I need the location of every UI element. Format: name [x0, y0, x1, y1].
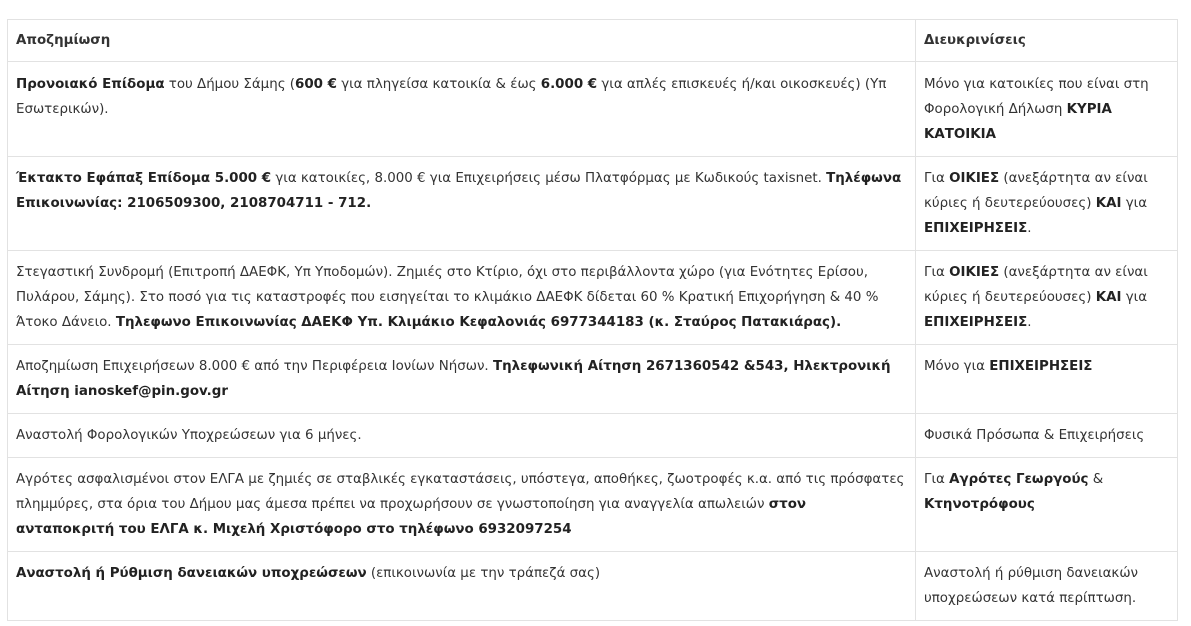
text-segment: Αναστολή Φορολογικών Υποχρεώσεων για 6 μήνες.	[16, 428, 362, 443]
compensation-table	[7, 19, 1178, 621]
clarification-cell	[916, 157, 1178, 251]
text-segment: (ανεξάρτητα αν είναι κύριες ή δευτερεύουσες)	[924, 171, 1148, 211]
text-segment: .	[1027, 315, 1032, 330]
bold-text-segment: ΕΠΙΧΕΙΡΗΣΕΙΣ	[924, 221, 1028, 236]
bold-text-segment: Τηλέφωνα Επικοινωνίας: 2106509300, 2108704711 - 712.	[16, 171, 902, 211]
text-segment: Φυσικά Πρόσωπα & Επιχειρήσεις	[924, 428, 1145, 443]
text-segment: (επικοινωνία με την τράπεζά σας)	[366, 566, 601, 581]
text-segment: Μόνο για κατοικίες που είναι στη Φορολογική Δήλωση	[924, 77, 1149, 117]
text-segment: (ανεξάρτητα αν είναι κύριες ή δευτερεύουσες)	[924, 265, 1148, 305]
compensation-cell	[8, 414, 916, 458]
bold-text-segment: ΚΥΡΙΑ ΚΑΤΟΙΚΙΑ	[924, 102, 1112, 142]
bold-text-segment: Αγρότες Γεωργούς	[949, 472, 1089, 487]
text-segment: .	[1027, 221, 1032, 236]
table-header-row	[8, 20, 1178, 62]
text-segment: Μόνο για	[924, 359, 990, 374]
compensation-cell	[8, 251, 916, 345]
compensation-cell	[8, 345, 916, 414]
text-segment: &	[1088, 472, 1104, 487]
text-segment: Για	[924, 171, 950, 186]
table-row	[8, 345, 1178, 414]
compensation-cell	[8, 458, 916, 552]
bold-text-segment: ΕΠΙΧΕΙΡΗΣΕΙΣ	[989, 359, 1093, 374]
text-segment: Στεγαστική Συνδρομή (Επιτροπή ΔΑΕΦΚ, Υπ Υποδομών). Ζημιές στο Κτίριο, όχι στο περιβάλλοντα χώρο (για Ενότητες Ερίσου, Πυλάρου, Σάμης). Στο ποσό για τις καταστροφές που εισηγείται το κλιμάκιο ΔΑΕΦΚ δίδεται 60 % Κρατική Επιχορήγηση & 40 % Άτοκο Δάνειο.	[16, 265, 879, 330]
header-compensation: Αποζημίωση	[8, 20, 916, 62]
text-segment: Αναστολή ή ρύθμιση δανειακών υποχρεώσεων κατά περίπτωση.	[924, 566, 1139, 606]
bold-text-segment: Προνοιακό Επίδομα	[16, 77, 165, 92]
clarification-cell	[916, 552, 1178, 621]
table-row	[8, 414, 1178, 458]
bold-text-segment: Κτηνοτρόφους	[924, 497, 1035, 512]
text-segment: για κατοικίες, 8.000 € για Επιχειρήσεις μέσω Πλατφόρμας με Κωδικούς taxisnet.	[271, 171, 827, 186]
table-row	[8, 251, 1178, 345]
bold-text-segment: ΟΙΚΙΕΣ	[949, 171, 1000, 186]
compensation-cell	[8, 157, 916, 251]
text-segment: για απλές επισκευές ή/και οικοσκευές) (Υπ Εσωτερικών).	[16, 77, 887, 117]
compensation-cell	[8, 552, 916, 621]
clarification-cell	[916, 251, 1178, 345]
bold-text-segment: Τηλεφωνο Επικοινωνίας ΔΑΕΚΦ Υπ. Κλιμάκιο Κεφαλονιάς 6977344183 (κ. Σταύρος Πατακιάρας).	[115, 315, 842, 330]
table-row	[8, 552, 1178, 621]
text-segment: για	[1121, 290, 1148, 305]
bold-text-segment: ΚΑΙ	[1095, 196, 1122, 211]
bold-text-segment: 6.000 €	[540, 77, 598, 92]
clarification-cell	[916, 345, 1178, 414]
text-segment: Για	[924, 472, 950, 487]
text-segment: για πληγείσα κατοικία & έως	[336, 77, 541, 92]
clarification-cell	[916, 458, 1178, 552]
bold-text-segment: 600 €	[295, 77, 337, 92]
bold-text-segment: ΟΙΚΙΕΣ	[949, 265, 1000, 280]
text-segment: για	[1121, 196, 1148, 211]
table-row	[8, 458, 1178, 552]
table-row	[8, 62, 1178, 157]
bold-text-segment: Τηλεφωνική Αίτηση 2671360542 &543, Ηλεκτρονική Αίτηση ianoskef@pin.gov.gr	[16, 359, 891, 399]
text-segment: του Δήμου Σάμης (	[164, 77, 296, 92]
bold-text-segment: ΕΠΙΧΕΙΡΗΣΕΙΣ	[924, 315, 1028, 330]
bold-text-segment: Έκτακτο Εφάπαξ Επίδομα 5.000 €	[16, 171, 272, 186]
clarification-cell	[916, 62, 1178, 157]
text-segment: Αγρότες ασφαλισμένοι στον ΕΛΓΑ με ζημιές σε σταβλικές εγκαταστάσεις, υπόστεγα, αποθήκες, ζωοτροφές κ.α. από τις πρόσφατες πλημμύρες, στα όρια του Δήμου μας άμεσα πρέπει να προχωρήσουν σε γνωστοποίηση για αναγγελία απωλειών	[16, 472, 905, 512]
header-clarifications: Διευκρινίσεις	[916, 20, 1178, 62]
table-row	[8, 157, 1178, 251]
compensation-cell	[8, 62, 916, 157]
bold-text-segment: ΚΑΙ	[1095, 290, 1122, 305]
text-segment: Για	[924, 265, 950, 280]
text-segment: Αποζημίωση Επιχειρήσεων 8.000 € από την Περιφέρεια Ιονίων Νήσων.	[16, 359, 493, 374]
clarification-cell	[916, 414, 1178, 458]
compensation-table-wrapper	[7, 19, 1177, 621]
bold-text-segment: Αναστολή ή Ρύθμιση δανειακών υποχρεώσεων	[16, 566, 367, 581]
bold-text-segment: στον ανταποκριτή του ΕΛΓΑ κ. Μιχελή Χριστόφορο στο τηλέφωνο 6932097254	[16, 497, 807, 537]
